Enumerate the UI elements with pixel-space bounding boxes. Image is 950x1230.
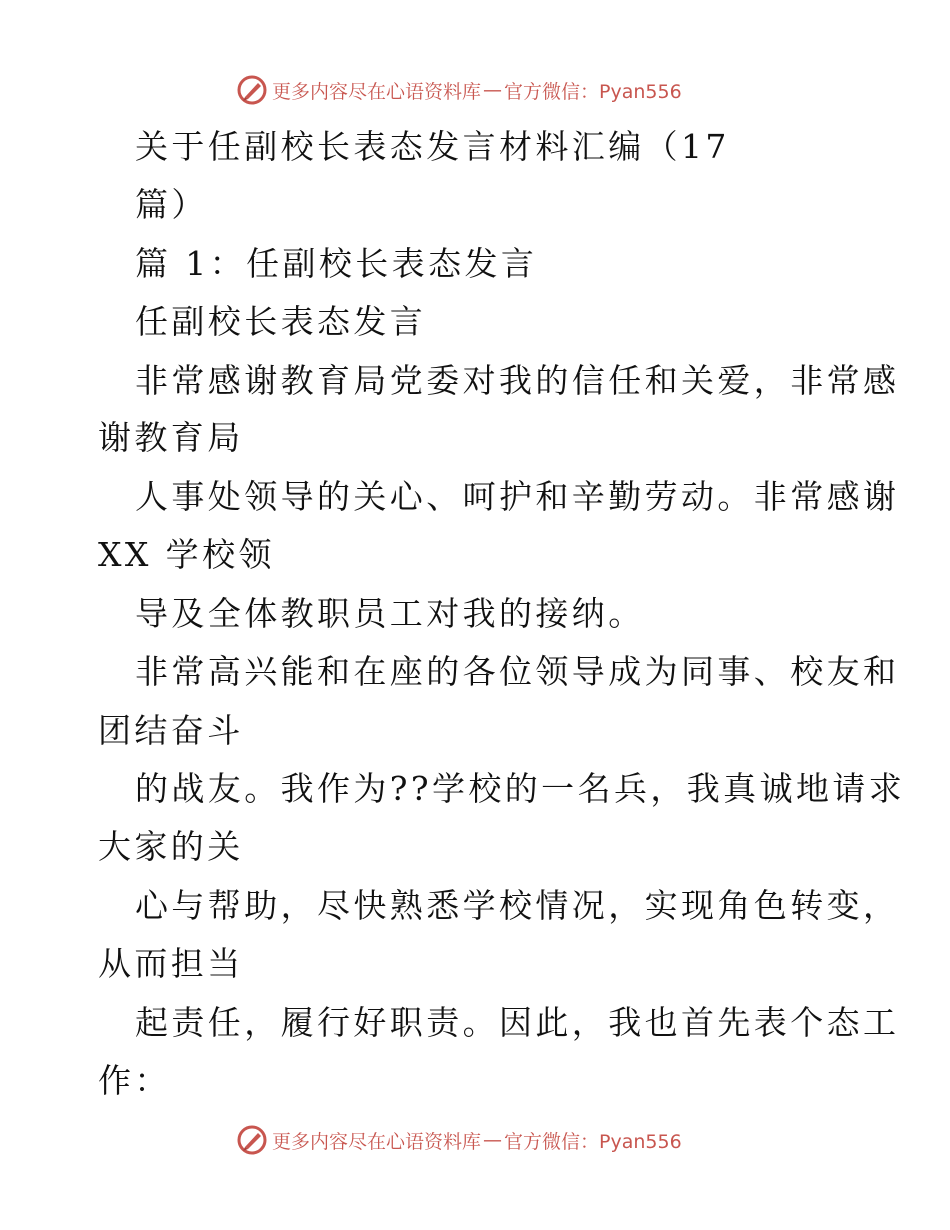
- watermark-dash: —: [483, 1129, 503, 1151]
- body-line: 人事处领导的关心、呵护和辛勤劳动。非常感谢: [135, 477, 900, 516]
- watermark-header: [236, 73, 682, 107]
- body-line: 非常高兴能和在座的各位领导成为同事、校友和: [135, 652, 900, 691]
- watermark-text: 更多内容尽在心语资料库: [272, 1130, 482, 1153]
- body-line: 作：: [98, 1061, 171, 1100]
- body-line: 起责任，履行好职责。因此，我也首先表个态工: [135, 1003, 900, 1042]
- watermark-dash: —: [483, 79, 503, 101]
- body-line: 谢教育局: [98, 418, 244, 457]
- body-line: 心与帮助，尽快熟悉学校情况，实现角色转变，: [135, 886, 900, 925]
- document-title-continued: 篇）: [135, 185, 208, 224]
- body-line: 团结奋斗: [98, 711, 244, 750]
- body-line: 导及全体教职员工对我的接纳。: [135, 594, 645, 633]
- body-line: 从而担当: [98, 944, 244, 983]
- speech-title: 任副校长表态发言: [135, 302, 427, 341]
- body-line: 的战友。我作为??学校的一名兵，我真诚地请求: [135, 769, 906, 808]
- pen-logo-icon: [236, 74, 268, 106]
- pen-logo-icon: [236, 1124, 268, 1156]
- body-line: 非常感谢教育局党委对我的信任和关爱，非常感: [135, 361, 900, 400]
- watermark-footer: [236, 1123, 682, 1157]
- body-line: 大家的关: [98, 827, 244, 866]
- watermark-contact: 官方微信：Pyan556: [504, 80, 682, 103]
- watermark-text: 更多内容尽在心语资料库: [272, 80, 482, 103]
- document-title: 关于任副校长表态发言材料汇编（17: [135, 127, 730, 166]
- section-heading: 篇 1：任副校长表态发言: [135, 244, 538, 283]
- watermark-contact: 官方微信：Pyan556: [504, 1130, 682, 1153]
- body-line: XX 学校领: [98, 535, 275, 574]
